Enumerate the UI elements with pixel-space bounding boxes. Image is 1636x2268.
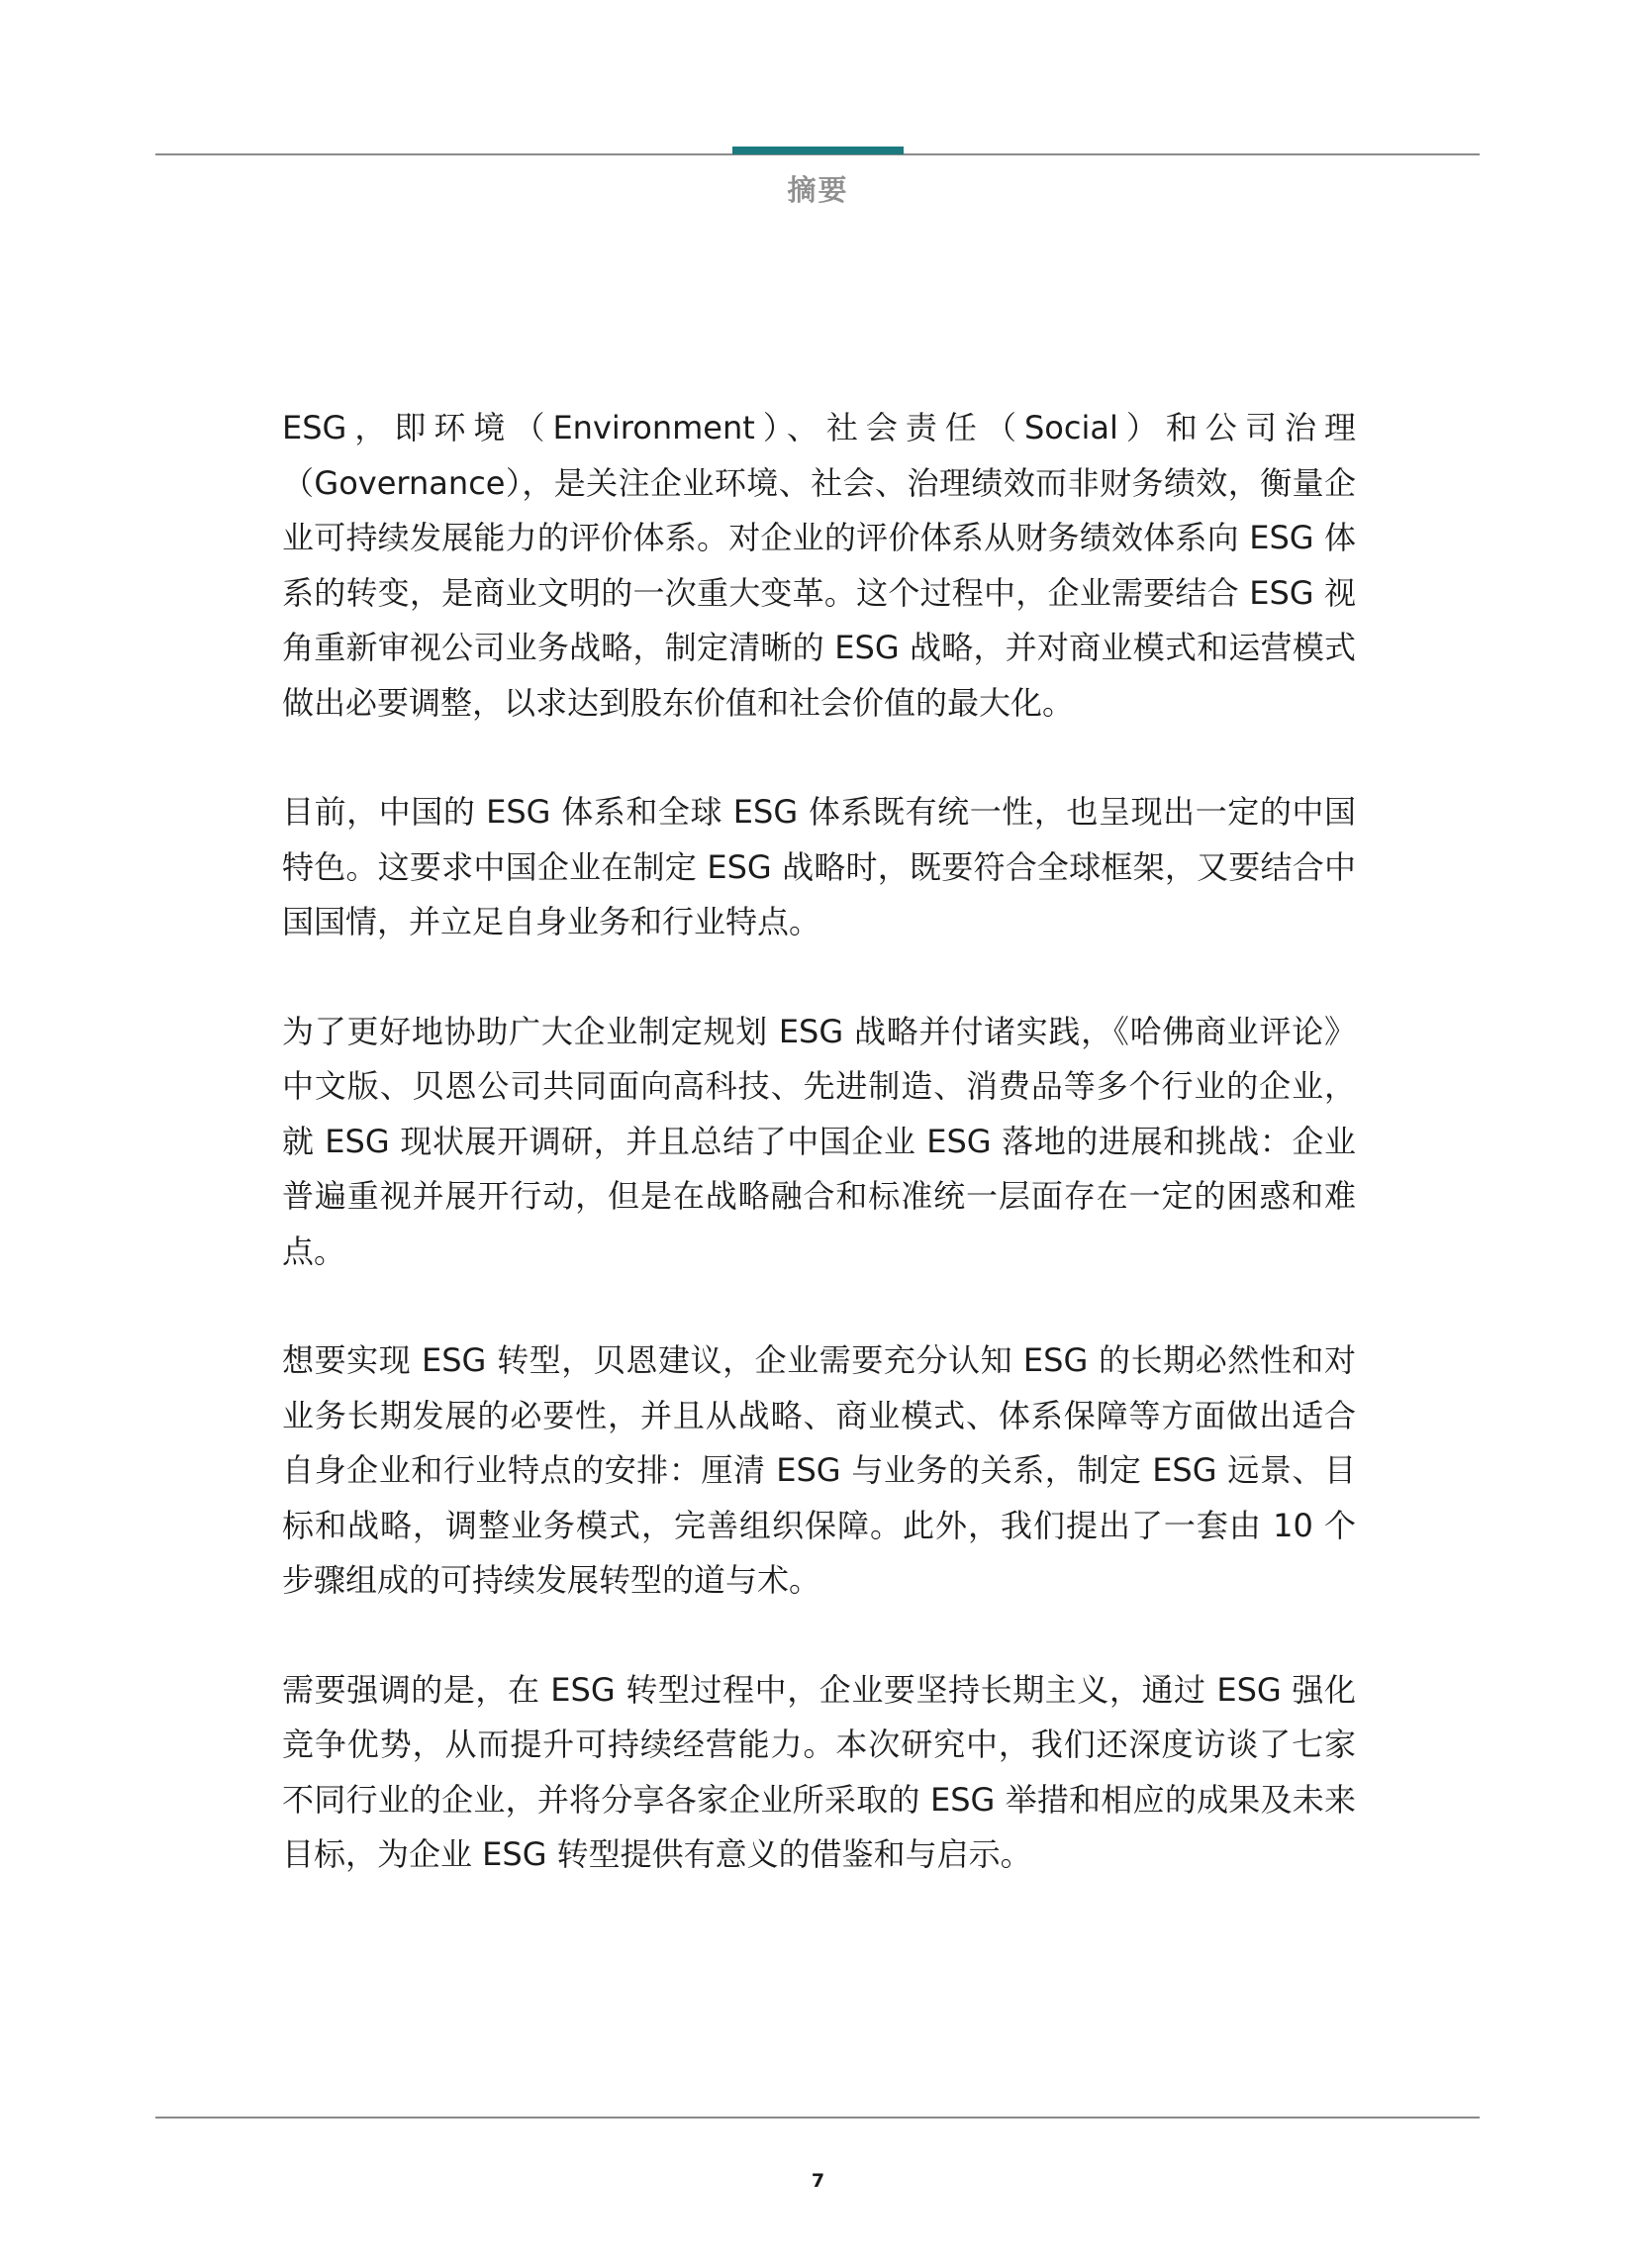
section-title: 摘要 — [787, 173, 849, 207]
paragraph-3: 为了更好地协助广大企业制定规划 ESG 战略并付诸实践，《哈佛商业评论》中文版、贝恩公司共同面向高科技、先进制造、消费品等多个行业的企业，就 ESG 现状展开调研，并且总结了中国企业 ESG 落地的进展和挑战：企业普遍重视并展开行动，但是在战略融合和标准统一层面存在一定的困惑和难点。 — [282, 1012, 1356, 1270]
header-accent-bar — [732, 147, 904, 154]
paragraph-4: 想要实现 ESG 转型，贝恩建议，企业需要充分认知 ESG 的长期必然性和对业务长期发展的必要性，并且从战略、商业模式、体系保障等方面做出适合自身企业和行业特点的安排：厘清 ESG 与业务的关系，制定 ESG 远景、目标和战略，调整业务模式，完善组织保障。此外，我们提出了一套由 10 个步骤组成的可持续发展转型的道与术。 — [282, 1341, 1356, 1599]
page-number: 7 — [811, 2170, 825, 2192]
abstract-body — [282, 401, 1356, 1937]
footer-divider — [155, 2117, 1480, 2119]
paragraph-5: 需要强调的是，在 ESG 转型过程中，企业要坚持长期主义，通过 ESG 强化竞争优势，从而提升可持续经营能力。本次研究中，我们还深度访谈了七家不同行业的企业，并将分享各家企业所采取的 ESG 举措和相应的成果及未来目标，为企业 ESG 转型提供有意义的借鉴和与启示。 — [282, 1670, 1356, 1873]
paragraph-2: 目前，中国的 ESG 体系和全球 ESG 体系既有统一性，也呈现出一定的中国特色。这要求中国企业在制定 ESG 战略时，既要符合全球框架，又要结合中国国情，并立足自身业务和行业特点。 — [282, 793, 1356, 940]
paragraph-1: ESG，即环境（Environment）、社会责任（Social）和公司治理（Governance），是关注企业环境、社会、治理绩效而非财务绩效，衡量企业可持续发展能力的评价体系。对企业的评价体系从财务绩效体系向 ESG 体系的转变，是商业文明的一次重大变革。这个过程中，企业需要结合 ESG 视角重新审视公司业务战略，制定清晰的 ESG 战略，并对商业模式和运营模式做出必要调整，以求达到股东价值和社会价值的最大化。 — [282, 409, 1356, 722]
